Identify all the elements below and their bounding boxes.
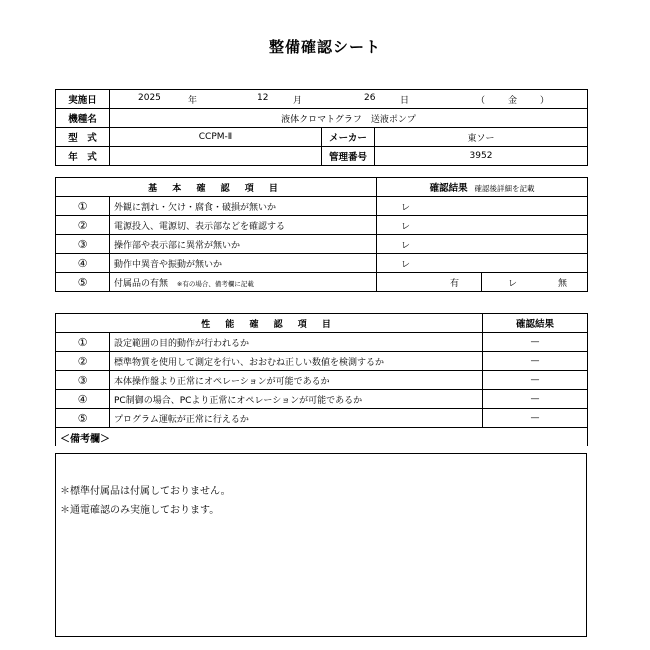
remarks-header-row: [56, 428, 588, 447]
item-text: 本体操作盤より正常にオペレーションが可能であるか: [110, 371, 483, 390]
accessory-text: 付属品の有無: [114, 278, 169, 289]
performance-check-table: [55, 313, 588, 446]
remarks-line: ＊標準付属品は付属しておりません。: [60, 486, 231, 497]
basic-header-row: [56, 178, 588, 197]
item-result[interactable]: レ: [377, 254, 588, 273]
date-label: 実施日: [56, 90, 110, 109]
item-text: 設定範囲の目的動作が行われるか: [110, 333, 483, 352]
type-value: CCPM-Ⅱ: [110, 128, 322, 147]
table-row: [56, 197, 588, 216]
basic-check-table: [55, 177, 588, 292]
item-number: ①: [56, 197, 110, 216]
basic-result-note: 確認後詳細を記載: [474, 184, 535, 193]
remarks-box[interactable]: [55, 453, 587, 637]
table-row: [56, 371, 588, 390]
day-value: 26: [364, 93, 376, 103]
item-text: 標準物質を使用して測定を行い、おおむね正しい数値を検測するか: [110, 352, 483, 371]
year-model-row: [56, 147, 588, 166]
item-result[interactable]: —: [483, 409, 588, 428]
item-text: 動作中異音や振動が無いか: [110, 254, 377, 273]
accessory-text-cell: [110, 273, 377, 292]
item-number: ④: [56, 254, 110, 273]
weekday-open: （: [476, 96, 486, 106]
item-number: ③: [56, 235, 110, 254]
table-row: [56, 254, 588, 273]
date-row: [56, 90, 588, 109]
performance-header: 性 能 確 認 項 目: [56, 314, 483, 333]
type-label: 型 式: [56, 128, 110, 147]
table-row: [56, 409, 588, 428]
year-model-label: 年 式: [56, 147, 110, 166]
year-value: 2025: [138, 93, 161, 103]
item-result[interactable]: —: [483, 390, 588, 409]
performance-header-row: [56, 314, 588, 333]
accessory-note: ※有の場合、備考欄に記載: [176, 279, 254, 288]
table-row: [56, 235, 588, 254]
model-name-value: 液体クロマトグラフ 送液ポンプ: [110, 109, 588, 128]
item-result[interactable]: —: [483, 333, 588, 352]
item-number: ①: [56, 333, 110, 352]
item-text: 電源投入、電源切、表示部などを確認する: [110, 216, 377, 235]
accessory-no: 無: [558, 279, 568, 289]
type-row: [56, 128, 588, 147]
month-unit: 月: [293, 96, 303, 106]
weekday-value: 金: [508, 96, 518, 106]
weekday-close: ）: [540, 96, 550, 106]
accessory-result-cell[interactable]: [482, 273, 588, 292]
item-number: ⑤: [56, 409, 110, 428]
table-row: [56, 216, 588, 235]
table-row: [56, 390, 588, 409]
table-row: [56, 352, 588, 371]
remarks-header: ＜備考欄＞: [56, 428, 588, 447]
item-number: ④: [56, 390, 110, 409]
item-number: ⑤: [56, 273, 110, 292]
remarks-line: ＊通電確認のみ実施しております。: [60, 505, 220, 516]
year-model-value: [110, 147, 322, 166]
item-result[interactable]: レ: [377, 197, 588, 216]
basic-result-header: 確認結果: [429, 183, 468, 194]
model-name-label: 機種名: [56, 109, 110, 128]
info-table: [55, 89, 588, 166]
control-number-value: 3952: [375, 147, 588, 166]
item-text: プログラム運転が正常に行えるか: [110, 409, 483, 428]
basic-result-header-cell: [377, 178, 588, 197]
item-number: ②: [56, 352, 110, 371]
item-text: 外観に割れ・欠け・腐食・破損が無いか: [110, 197, 377, 216]
model-name-row: [56, 109, 588, 128]
item-number: ③: [56, 371, 110, 390]
month-value: 12: [257, 93, 269, 103]
item-result[interactable]: レ: [377, 216, 588, 235]
basic-header: 基 本 確 認 項 目: [56, 178, 377, 197]
day-unit: 日: [400, 96, 410, 106]
accessory-mark: レ: [508, 279, 518, 289]
item-result[interactable]: レ: [377, 235, 588, 254]
performance-result-header: 確認結果: [483, 314, 588, 333]
maker-value: 東ソー: [375, 128, 588, 147]
item-number: ②: [56, 216, 110, 235]
control-number-label: 管理番号: [322, 147, 375, 166]
accessory-row: [56, 273, 588, 292]
year-unit: 年: [188, 96, 198, 106]
date-value: [110, 90, 588, 109]
page-title: 整備確認シート: [268, 38, 381, 56]
item-result[interactable]: —: [483, 371, 588, 390]
accessory-yes[interactable]: 有: [377, 273, 482, 292]
table-row: [56, 333, 588, 352]
maker-label: メーカー: [322, 128, 375, 147]
item-result[interactable]: —: [483, 352, 588, 371]
item-text: 操作部や表示部に異常が無いか: [110, 235, 377, 254]
item-text: PC制御の場合、PCより正常にオペレーションが可能であるか: [110, 390, 483, 409]
